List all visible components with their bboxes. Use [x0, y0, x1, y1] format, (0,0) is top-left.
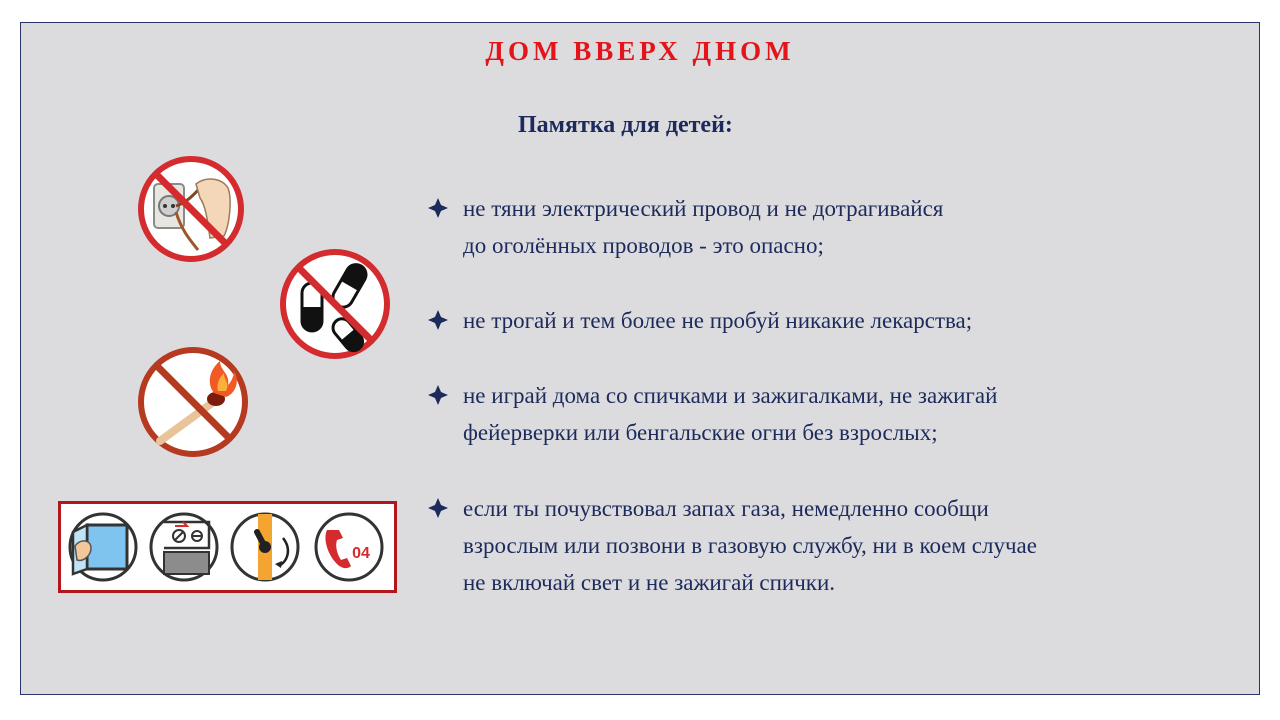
- open-window-icon: [70, 514, 136, 580]
- gas-meter-icon: [151, 514, 217, 580]
- emergency-phone-icon: [316, 514, 382, 580]
- gas-safety-icons: [61, 504, 394, 590]
- tip-line: до оголённых проводов - это опасно;: [463, 233, 824, 258]
- slide-subtitle: Памятка для детей:: [518, 112, 733, 138]
- tip-line: не играй дома со спичками и зажигалками, не зажигай: [463, 383, 998, 408]
- tip-medicine: [427, 302, 972, 339]
- bullet-diamond-icon: [427, 497, 449, 519]
- tip-line: взрослым или позвони в газовую службу, ни в коем случае: [463, 533, 1037, 558]
- turn-valve-icon: [232, 514, 298, 580]
- bullet-diamond-icon: [427, 309, 449, 331]
- tip-line: не включай свет и не зажигай спички.: [463, 570, 836, 595]
- tip-electricity: [427, 190, 943, 264]
- gas-safety-icons-strip: [58, 501, 397, 593]
- tip-line: фейерверки или бенгальские огни без взрослых;: [463, 420, 938, 445]
- no-matches-icon: [136, 345, 250, 459]
- no-electric-socket-icon: [136, 154, 246, 264]
- bullet-diamond-icon: [427, 197, 449, 219]
- tip-line: не трогай и тем более не пробуй никакие лекарства;: [463, 308, 973, 333]
- bullet-diamond-icon: [427, 384, 449, 406]
- tip-line: не тяни электрический провод и не дотрагивайся: [463, 196, 944, 221]
- slide: [20, 22, 1260, 695]
- tip-gas: [427, 490, 1037, 601]
- no-medicine-icon: [278, 247, 392, 361]
- gas-service-number: 04: [352, 545, 370, 562]
- slide-title: ДОМ ВВЕРХ ДНОМ: [485, 36, 795, 66]
- tip-fire: [427, 377, 997, 451]
- tip-line: если ты почувствовал запах газа, немедленно сообщи: [463, 496, 989, 521]
